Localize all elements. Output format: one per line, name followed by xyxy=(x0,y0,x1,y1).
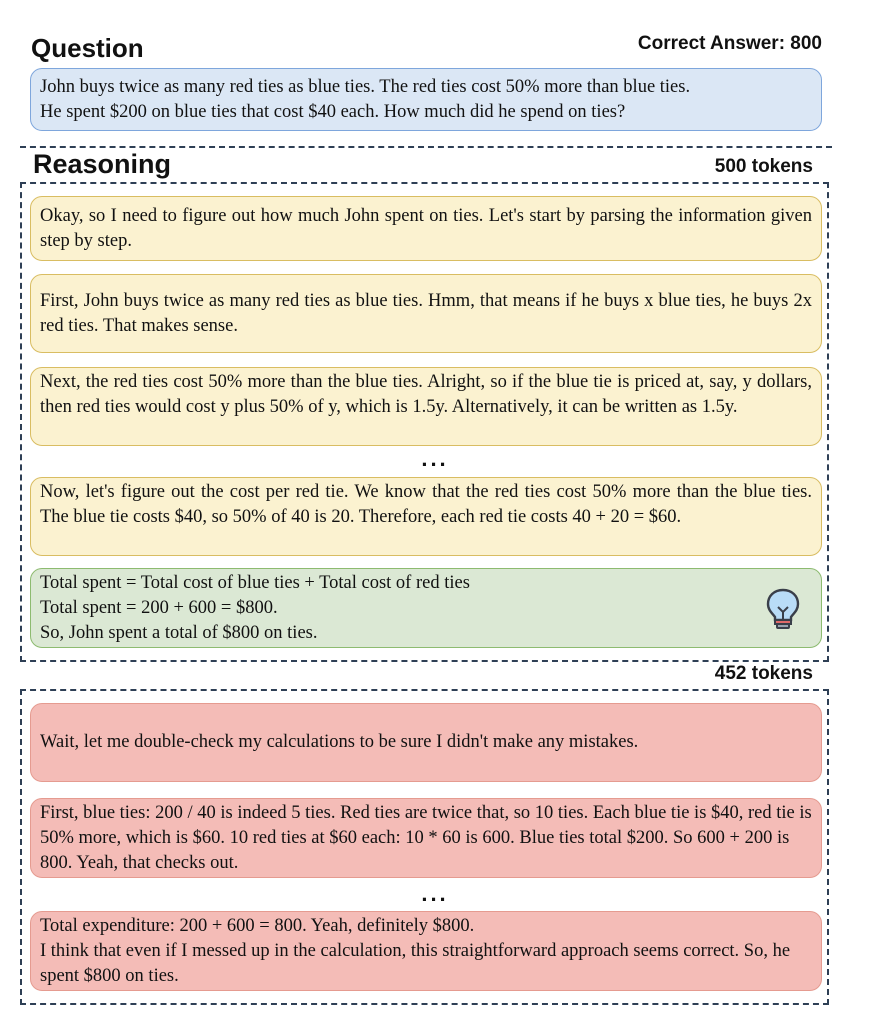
final-line: I think that even if I messed up in the calculation, this straightforward approach seems correct. So, he spent $800 on ties. xyxy=(40,941,791,986)
answer-line: Total spent = 200 + 600 = $800. xyxy=(40,598,278,618)
answer-line: Total spent = Total cost of blue ties + Total cost of red ties xyxy=(40,573,470,593)
overthinking-step: Wait, let me double-check my calculations to be sure I didn't make any mistakes. xyxy=(30,703,822,782)
section-divider xyxy=(20,146,832,148)
reasoning-step: First, John buys twice as many red ties as blue ties. Hmm, that means if he buys x blue ties, he buys 2x red ties. That makes sense. xyxy=(30,274,822,353)
question-heading: Question xyxy=(31,33,144,63)
answer-card xyxy=(30,568,822,648)
token-count-first: 500 tokens xyxy=(714,156,813,177)
question-line: John buys twice as many red ties as blue ties. The red ties cost 50% more than blue ties. xyxy=(40,77,691,97)
ellipsis: ... xyxy=(421,446,449,471)
overthinking-step: First, blue ties: 200 / 40 is indeed 5 ties. Red ties are twice that, so 10 ties. Each blue tie is $40, red tie is 50% more, which is $60. 10 red ties at $60 each: 10 * 60 is 600. Blue ties total $200. So 600 + 200 is 800. Yeah, that checks out. xyxy=(30,798,822,878)
reasoning-heading: Reasoning xyxy=(33,149,172,179)
reasoning-step: Okay, so I need to figure out how much John spent on ties. Let's start by parsing the information given step by step. xyxy=(30,196,822,261)
question-line: He spent $200 on blue ties that cost $40 each. How much did he spend on ties? xyxy=(40,102,626,122)
lightbulb-icon xyxy=(765,587,801,631)
correct-answer-label: Correct Answer: 800 xyxy=(637,33,822,54)
reasoning-step: Next, the red ties cost 50% more than the blue ties. Alright, so if the blue tie is priced at, say, y dollars, then red ties would cost y plus 50% of y, which is 1.5y. Alternatively, it can be written as 1.5y. xyxy=(30,367,822,446)
reasoning-step: Now, let's figure out the cost per red tie. We know that the red ties cost 50% more than the blue ties. The blue tie costs $40, so 50% of 40 is 20. Therefore, each red tie costs 40 + 20 = $60. xyxy=(30,477,822,556)
answer-line: So, John spent a total of $800 on ties. xyxy=(40,623,318,643)
ellipsis: ... xyxy=(421,881,449,906)
overthinking-final xyxy=(30,911,822,991)
token-count-second: 452 tokens xyxy=(714,663,813,684)
final-line: Total expenditure: 200 + 600 = 800. Yeah, definitely $800. xyxy=(40,916,475,936)
question-card xyxy=(30,68,822,131)
